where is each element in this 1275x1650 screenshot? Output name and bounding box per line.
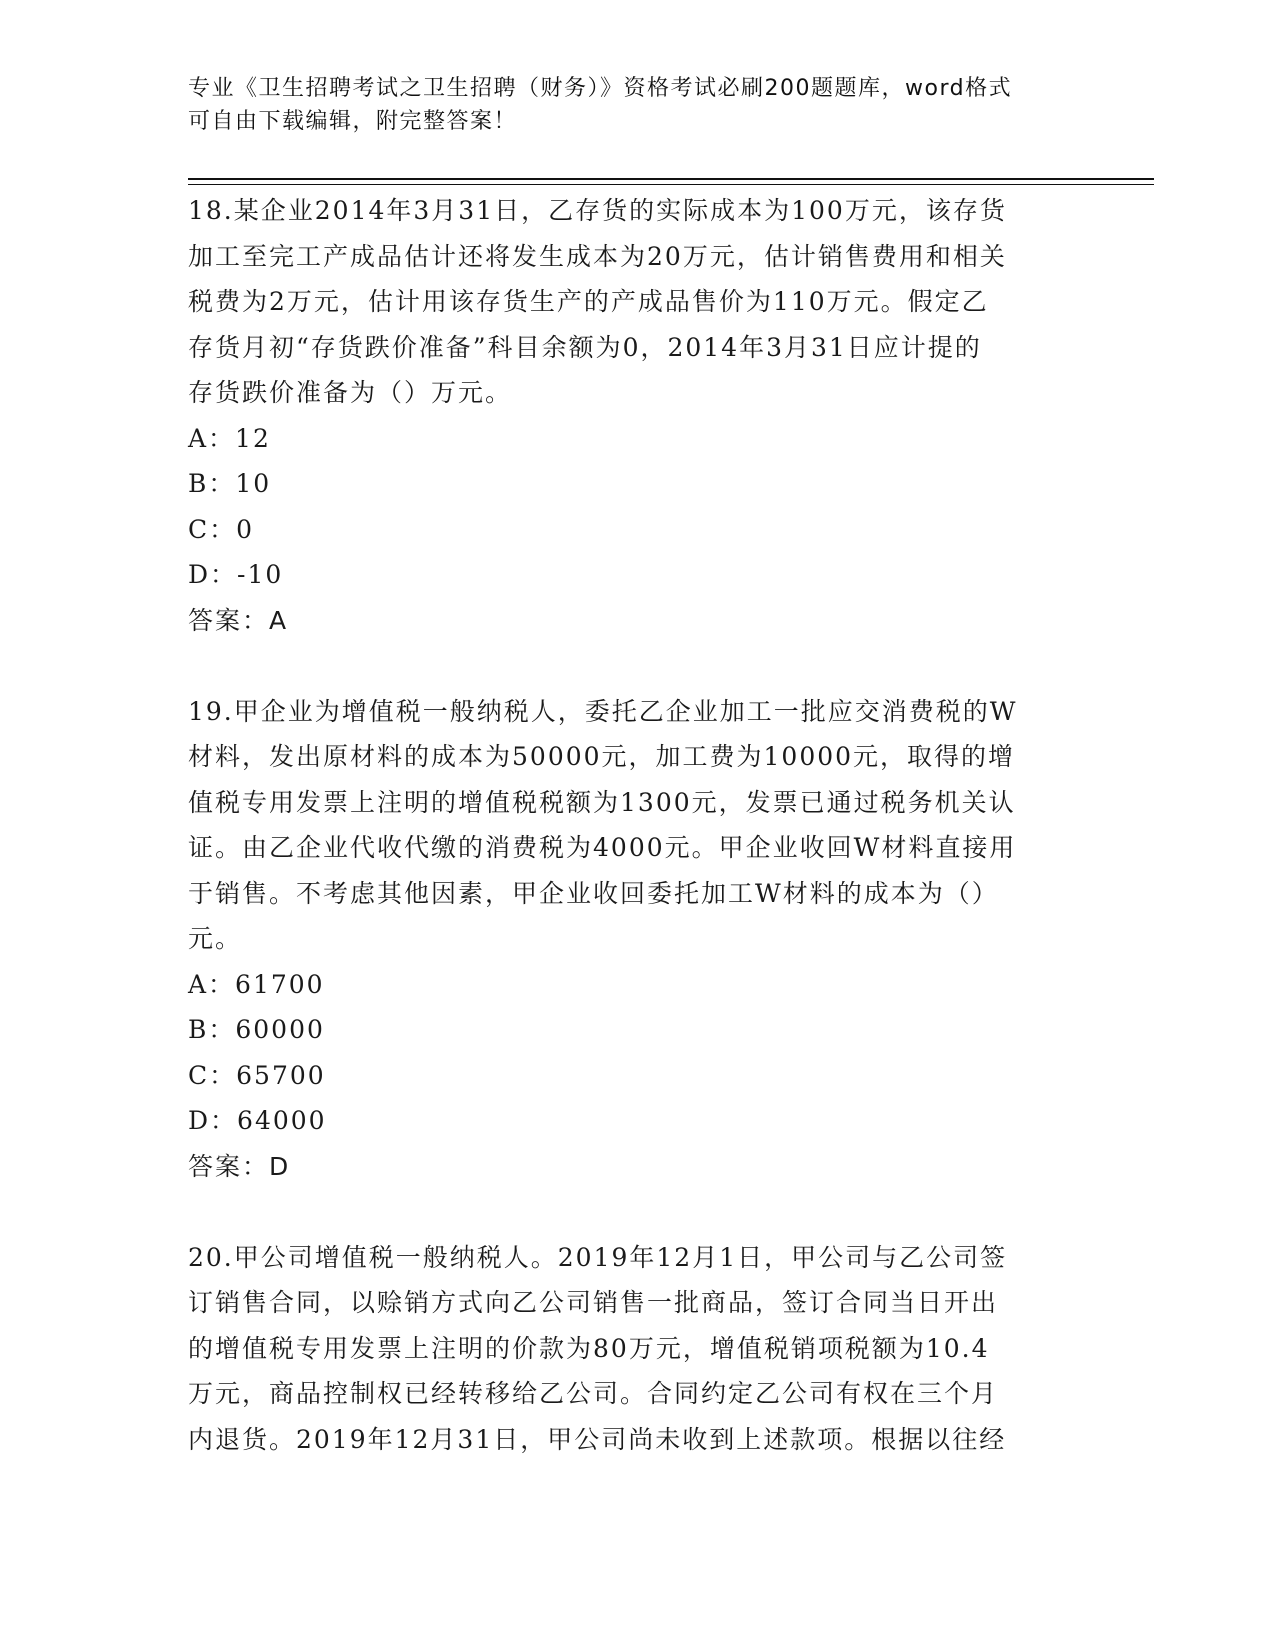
stem-line: 值税专用发票上注明的增值税税额为1300元，发票已通过税务机关认 [188, 787, 1016, 817]
stem-line: 19.甲企业为增值税一般纳税人，委托乙企业加工一批应交消费税的W [188, 696, 1018, 726]
option-a: A：61700 [188, 969, 325, 999]
question-18 [188, 188, 1088, 643]
option-d: D：-10 [188, 560, 284, 589]
option-b: B：60000 [188, 1015, 325, 1044]
question-stem [188, 188, 1088, 416]
question-20 [188, 1235, 1088, 1463]
option-c: C：65700 [188, 1060, 326, 1090]
header-line-1: 专业《卫生招聘考试之卫生招聘（财务）》资格考试必刷200题题库，word格式 [188, 76, 1013, 101]
question-stem [188, 1235, 1088, 1463]
question-stem [188, 689, 1088, 962]
stem-line: 18.某企业2014年3月31日，乙存货的实际成本为100万元，该存货 [188, 196, 1007, 225]
question-spacer [188, 1189, 1088, 1235]
option-c: C：0 [188, 514, 255, 544]
stem-line: 元。 [188, 924, 243, 953]
stem-line: 证。由乙企业代收代缴的消费税为4000元。甲企业收回W材料直接用 [188, 833, 1017, 862]
stem-line: 20.甲公司增值税一般纳税人。2019年12月1日，甲公司与乙公司签 [188, 1242, 1008, 1272]
stem-line: 存货月初“存货跌价准备”科目余额为0，2014年3月31日应计提的 [188, 332, 982, 362]
option-b: B：10 [188, 469, 272, 498]
option-a: A：12 [188, 423, 271, 453]
stem-line: 万元，商品控制权已经转移给乙公司。合同约定乙公司有权在三个月 [188, 1379, 999, 1408]
answer-line: 答案：A [188, 605, 289, 635]
header-line-2: 可自由下载编辑，附完整答案！ [188, 109, 518, 134]
stem-line: 加工至完工产成品估计还将发生成本为20万元，估计销售费用和相关 [188, 241, 1007, 271]
question-19 [188, 689, 1088, 1190]
answer-line: 答案：D [188, 1151, 291, 1181]
stem-line: 订销售合同，以赊销方式向乙公司销售一批商品，签订合同当日开出 [188, 1288, 999, 1317]
stem-line: 内退货。2019年12月31日，甲公司尚未收到上述款项。根据以往经 [188, 1424, 1007, 1454]
document-body [188, 188, 1088, 1462]
question-spacer [188, 643, 1088, 689]
option-d: D：64000 [188, 1106, 327, 1135]
stem-line: 的增值税专用发票上注明的价款为80万元，增值税销项税额为10.4 [188, 1333, 990, 1363]
document-header [188, 72, 1068, 138]
stem-line: 于销售。不考虑其他因素，甲企业收回委托加工W材料的成本为（） [188, 878, 999, 908]
stem-line: 税费为2万元，估计用该存货生产的产成品售价为110万元。假定乙 [188, 287, 989, 316]
header-divider-thick [188, 178, 1154, 180]
header-divider-thin [188, 184, 1154, 185]
stem-line: 材料，发出原材料的成本为50000元，加工费为10000元，取得的增 [188, 742, 1016, 771]
stem-line: 存货跌价准备为（）万元。 [188, 378, 513, 407]
